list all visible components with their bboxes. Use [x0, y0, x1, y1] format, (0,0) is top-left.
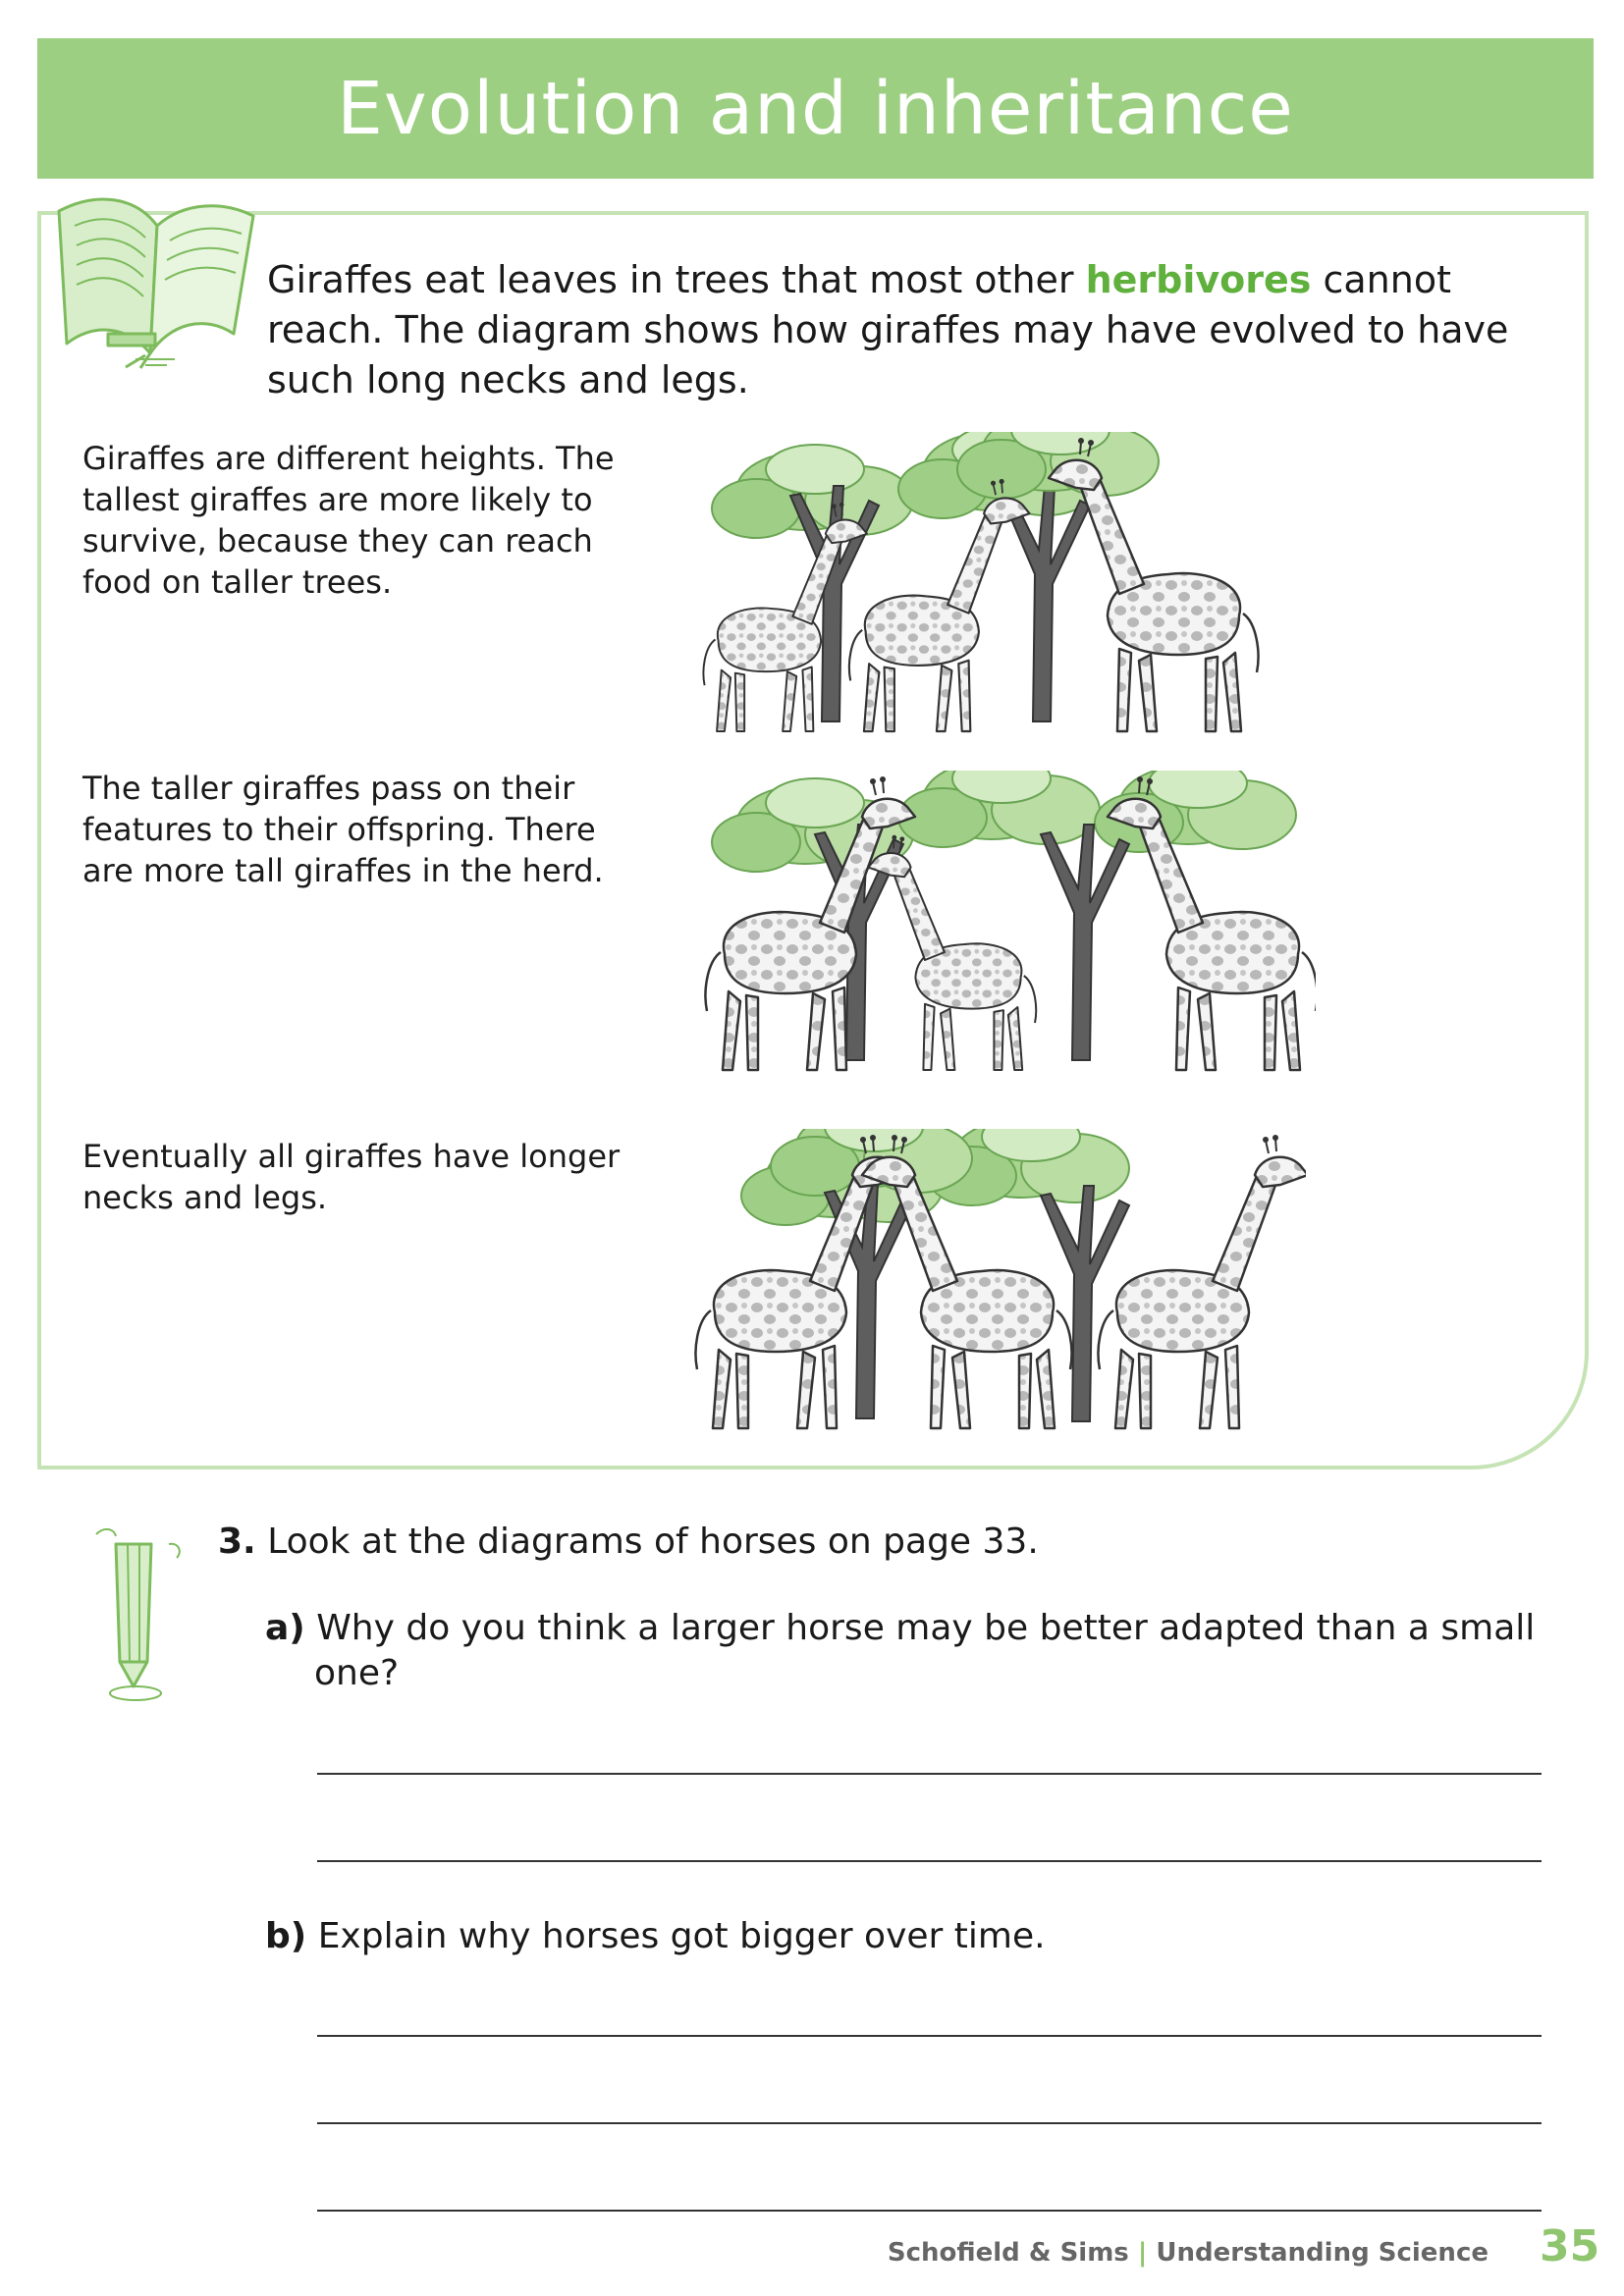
footer [888, 2238, 1489, 2268]
answer-line-3b-1[interactable] [317, 2035, 1542, 2037]
title-bar [37, 38, 1594, 179]
question-3a [265, 1606, 1591, 1696]
giraffe-illustration-1 [677, 432, 1306, 746]
answer-line-3b-2[interactable] [317, 2122, 1542, 2124]
answer-line-3a-2[interactable] [317, 1860, 1542, 1862]
intro-paragraph [267, 255, 1543, 405]
book-icon [47, 187, 263, 373]
question-3b-text: Explain why horses got bigger over time. [317, 1916, 1046, 1956]
question-3b [265, 1914, 1046, 1959]
step-1-text: Giraffes are different heights. The tallest giraffes are more likely to survive, because they can reach food on taller trees. [82, 440, 615, 601]
giraffe-illustration-2 [677, 771, 1316, 1085]
step-3-text: Eventually all giraffes have longer necks and legs. [82, 1138, 621, 1216]
answer-line-3b-3[interactable] [317, 2210, 1542, 2212]
question-3b-label: b) [265, 1916, 307, 1956]
giraffe-illustration-3 [668, 1129, 1306, 1443]
intro-text-end: cannot reach. The diagram shows how giraffes may have evolved to have such long necks and legs. [267, 258, 1509, 401]
page-title: Evolution and inheritance [337, 66, 1294, 151]
intro-text-start: Giraffes eat leaves in trees that most other [267, 258, 1086, 301]
page-number: 35 [1540, 2221, 1600, 2271]
pencil-icon [86, 1524, 194, 1706]
keyword-herbivores: herbivores [1085, 258, 1312, 301]
footer-separator: | [1137, 2238, 1148, 2268]
step-2-text: The taller giraffes pass on their features to their offspring. There are more tall giraffes in the herd. [82, 770, 604, 889]
footer-series: Understanding Science [1156, 2238, 1489, 2268]
question-3-number: 3. [218, 1522, 256, 1562]
question-3-text: Look at the diagrams of horses on page 33. [267, 1522, 1039, 1562]
answer-line-3a-1[interactable] [317, 1773, 1542, 1775]
footer-publisher: Schofield & Sims [887, 2238, 1129, 2268]
question-3a-label: a) [265, 1608, 305, 1648]
question-3a-text: Why do you think a larger horse may be better adapted than a small one? [314, 1608, 1536, 1693]
question-3 [218, 1520, 1039, 1565]
